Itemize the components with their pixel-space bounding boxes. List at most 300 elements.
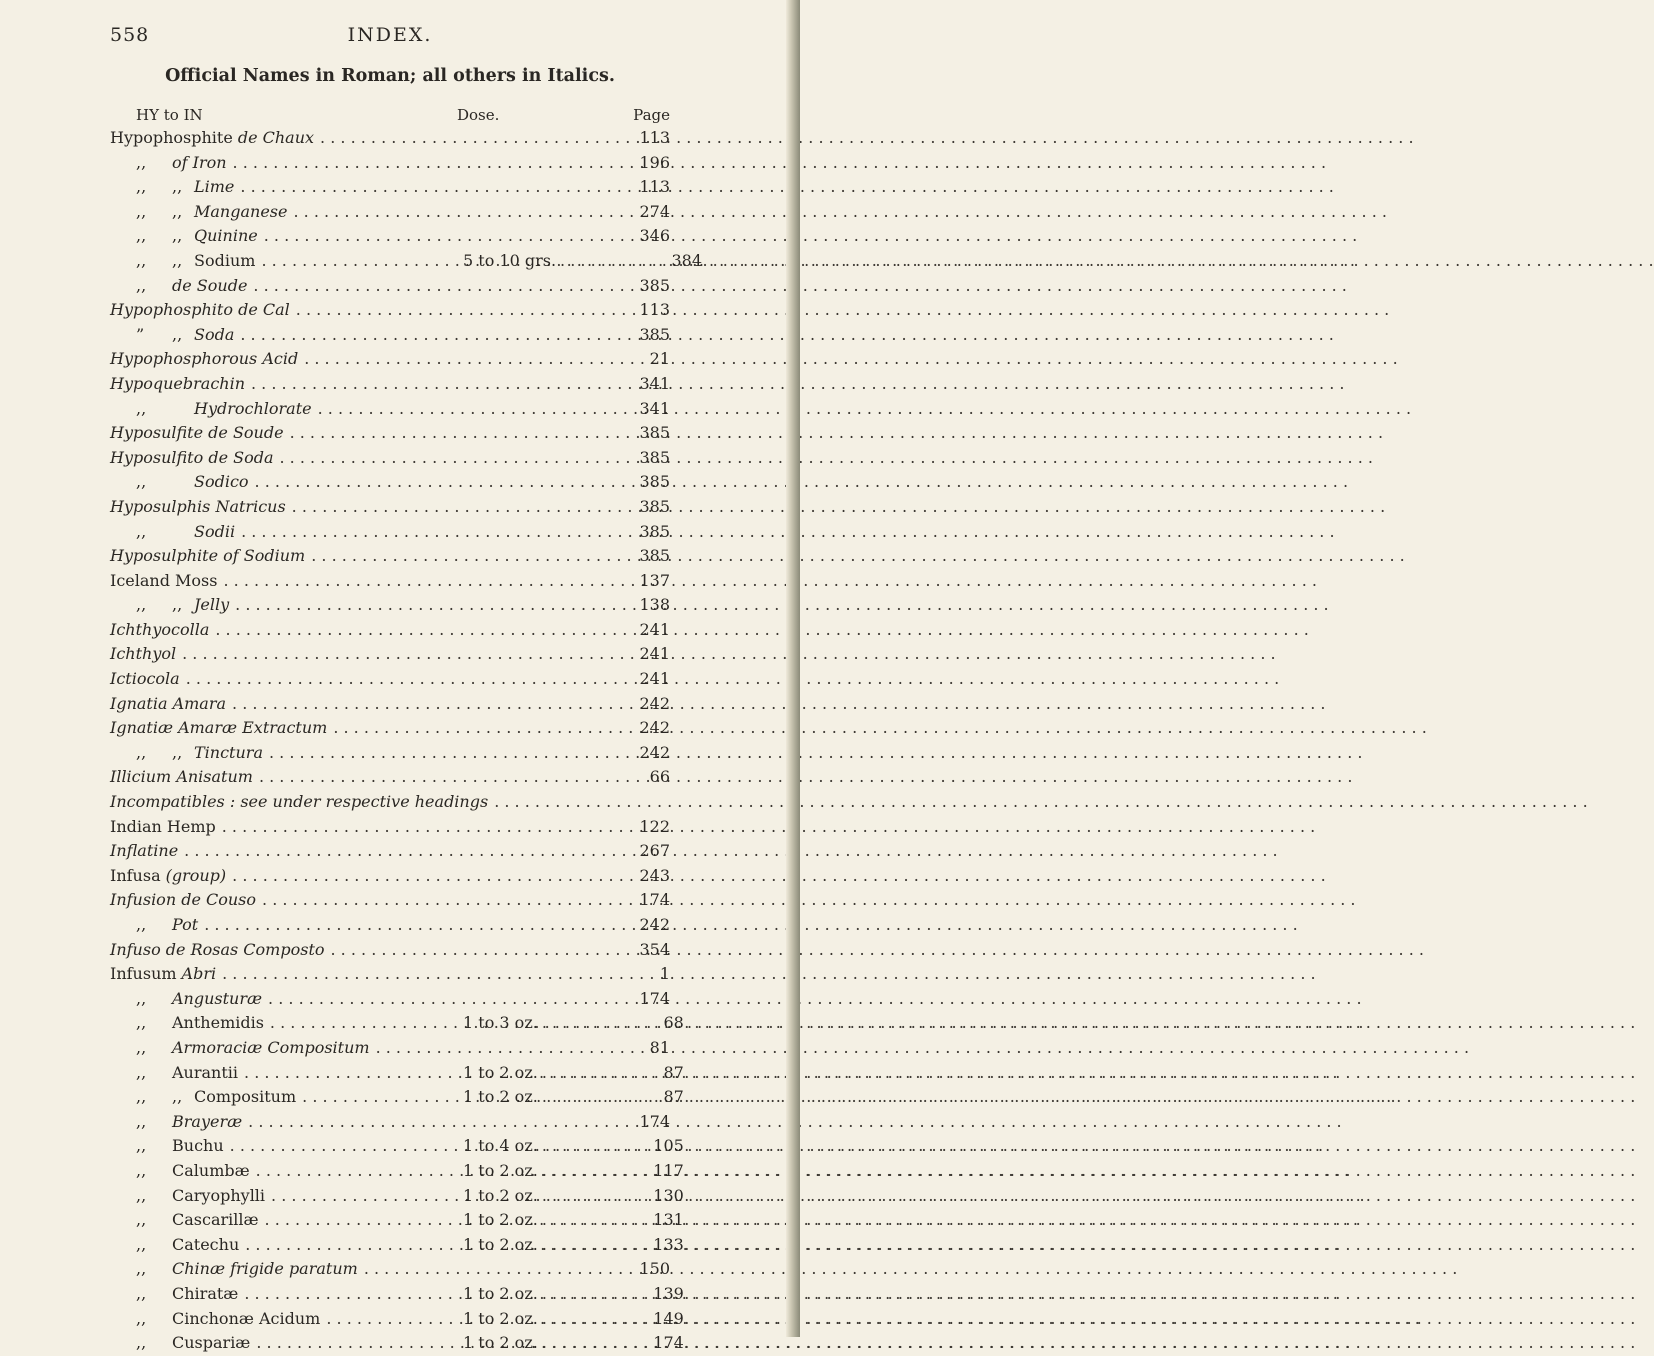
index-entry: [110, 1184, 684, 1209]
entry-name: Ichthyol: [110, 644, 177, 664]
entry-page: 66: [649, 767, 670, 787]
index-list: [110, 126, 703, 1356]
ditto-mark: ,,: [136, 226, 147, 246]
entry-prefix: [110, 397, 194, 422]
ditto-mark: ,,: [136, 1259, 147, 1279]
ditto-mark: ,,: [136, 472, 147, 492]
entry-page: 149: [653, 1308, 684, 1328]
index-entry: [110, 618, 670, 643]
entry-prefix: [110, 1282, 172, 1307]
entry-prefix: [110, 224, 194, 249]
entry-prefix: [110, 1061, 172, 1086]
dot-leader: [370, 1036, 638, 1061]
entry-prefix: [110, 1257, 172, 1282]
entry-name: Ignatia Amara: [110, 693, 227, 713]
ditto-mark: ,,: [136, 1111, 147, 1131]
dot-leader: [256, 888, 638, 913]
ditto-mark: ,,: [136, 1062, 147, 1082]
entry-name: Infusa: [110, 865, 161, 885]
entry-page: 385: [639, 521, 670, 541]
ditto-mark: ,,: [136, 1037, 147, 1057]
dot-leader: [250, 1331, 459, 1356]
entry-page: 241: [639, 619, 670, 639]
entry-page: 122: [639, 816, 670, 836]
dot-leader: [314, 126, 638, 151]
dot-leader: [234, 175, 638, 200]
entry-page: 346: [639, 226, 670, 246]
entry-dose: 1 to 2 oz.: [463, 1234, 538, 1254]
entry-name: Sodii: [194, 521, 236, 541]
entry-page: 241: [639, 669, 670, 689]
entry-page: 137: [639, 570, 670, 590]
entry-name: Buchu: [172, 1136, 224, 1156]
entry-name: Chinæ frigide paratum: [172, 1259, 358, 1279]
dot-leader: [286, 495, 638, 520]
entry-name: de Soude: [172, 275, 248, 295]
index-entry: [110, 249, 703, 274]
ditto-mark: ,,: [136, 398, 147, 418]
entry-page: 385: [639, 275, 670, 295]
entry-dose: 1 to 2 oz.: [463, 1333, 538, 1353]
entry-name: Incompatibles : see under respective headings: [110, 792, 489, 812]
page-header: [110, 24, 670, 54]
entry-page: 174: [639, 988, 670, 1008]
dot-leader: [178, 839, 638, 864]
entry-name: Infusion de Couso: [110, 890, 257, 910]
entry-name: Hyposulfito de Soda: [110, 447, 274, 467]
dot-leader: [238, 1282, 459, 1307]
index-entry: [110, 569, 670, 594]
index-entry: [110, 864, 670, 889]
running-head: INDEX.: [347, 24, 433, 46]
index-entry: [110, 1331, 684, 1356]
index-entry: [110, 421, 670, 446]
index-entry: [110, 1307, 684, 1332]
index-entry: [110, 470, 670, 495]
entry-name: of Iron: [172, 152, 227, 172]
dot-leader: [358, 1257, 638, 1282]
index-entry: [110, 200, 670, 225]
ditto-mark-secondary: ,,: [172, 201, 183, 221]
entry-page: 133: [653, 1234, 684, 1254]
entry-name: Ictiocola: [110, 669, 180, 689]
entry-name: Jelly: [194, 595, 230, 615]
entry-name: Indian Hemp: [110, 816, 216, 836]
entry-name-suffix: Abri: [181, 964, 217, 984]
entry-page: 1: [659, 964, 670, 984]
ditto-mark: ,,: [136, 1283, 147, 1303]
dot-leader: [198, 913, 638, 938]
dot-leader: [245, 372, 638, 397]
entry-page: 117: [653, 1160, 684, 1180]
index-entry: [110, 692, 670, 717]
entry-page: 385: [639, 423, 670, 443]
entry-prefix: [110, 1331, 172, 1356]
entry-page: 267: [639, 841, 670, 861]
entry-name: Cuspariæ: [172, 1333, 251, 1353]
dot-leader: [217, 569, 638, 594]
dot-leader: [229, 593, 638, 618]
entry-name: Soda: [194, 324, 235, 344]
dot-leader: [287, 200, 638, 225]
entry-name: Compositum: [194, 1087, 297, 1107]
index-entry: [110, 839, 670, 864]
entry-dose: 1 to 2 oz.: [463, 1210, 538, 1230]
ditto-mark: ,,: [136, 152, 147, 172]
entry-dose: 1 to 2 oz.: [463, 1308, 538, 1328]
dot-leader: [327, 716, 638, 741]
index-entry: [110, 397, 670, 422]
entry-prefix: [110, 1110, 172, 1135]
entry-page: 21: [649, 349, 670, 369]
dot-leader: [542, 1011, 652, 1036]
entry-page: 341: [639, 373, 670, 393]
ditto-mark-secondary: ,,: [172, 177, 183, 197]
entry-prefix: [110, 1184, 172, 1209]
entry-dose: 1 to 3 oz.: [463, 1013, 538, 1033]
ditto-mark: ,,: [136, 1160, 147, 1180]
ditto-mark-secondary: ,,: [172, 1087, 183, 1107]
entry-page: 242: [639, 742, 670, 762]
entry-name: Hypoquebrachin: [110, 373, 245, 393]
dot-leader: [176, 642, 638, 667]
index-entry: [110, 1208, 684, 1233]
index-entry: [110, 741, 670, 766]
ditto-mark: ,,: [136, 275, 147, 295]
index-subtitle: Official Names in Roman; all others in Italics.: [165, 66, 615, 86]
index-entry: [110, 347, 670, 372]
index-entry: [110, 716, 670, 741]
entry-name: Iceland Moss: [110, 570, 218, 590]
dot-leader: [542, 1233, 652, 1258]
index-entry: [110, 1257, 670, 1282]
entry-page: 81: [649, 1037, 670, 1057]
entry-page: 242: [639, 718, 670, 738]
entry-page: 196: [639, 152, 670, 172]
entry-prefix: [110, 200, 194, 225]
dot-leader: [560, 249, 670, 274]
index-entry: [110, 667, 670, 692]
index-entry: [110, 962, 670, 987]
dot-leader: [264, 1011, 459, 1036]
dot-leader: [247, 274, 638, 299]
dot-leader: [542, 1307, 652, 1332]
ditto-mark-secondary: ,,: [172, 226, 183, 246]
entry-name: Hypophosphite: [110, 128, 233, 147]
entry-page: 113: [639, 128, 670, 147]
entry-page: 341: [639, 398, 670, 418]
column-page: Page: [633, 106, 670, 124]
entry-name: Calumbæ: [172, 1160, 250, 1180]
index-entry: [110, 987, 670, 1012]
entry-name: Cinchonæ Acidum: [172, 1308, 321, 1328]
dot-leader: [305, 544, 638, 569]
index-entry: [110, 765, 670, 790]
dot-leader: [542, 1061, 652, 1086]
index-entry: [110, 1110, 670, 1135]
entry-page: 241: [639, 644, 670, 664]
entry-page: 87: [663, 1087, 684, 1107]
dot-leader: [262, 987, 638, 1012]
entry-page: 243: [639, 865, 670, 885]
ditto-mark: ”: [136, 324, 145, 344]
entry-name-suffix: de Chaux: [237, 128, 315, 147]
entry-dose: 1 to 2 oz.: [463, 1185, 538, 1205]
page-number: 558: [110, 24, 150, 46]
entry-prefix: [110, 1307, 172, 1332]
entry-name: Sodium: [194, 250, 256, 270]
dot-leader: [290, 298, 638, 323]
dot-leader: [542, 1282, 652, 1307]
entry-prefix: [110, 1134, 172, 1159]
dot-leader: [226, 864, 638, 889]
column-headers: [110, 106, 670, 126]
entry-name: Sodico: [194, 472, 249, 492]
index-entry: [110, 126, 670, 151]
dot-leader: [542, 1184, 652, 1209]
entry-name: Chiratæ: [172, 1283, 239, 1303]
index-entry: [110, 1134, 684, 1159]
index-entry: [110, 888, 670, 913]
ditto-mark: ,,: [136, 1013, 147, 1033]
ditto-mark: ,,: [136, 177, 147, 197]
column-range: HY to IN: [136, 106, 203, 124]
entry-page: 130: [653, 1185, 684, 1205]
entry-dose: 1 to 2 oz.: [463, 1087, 538, 1107]
entry-page: 68: [663, 1013, 684, 1033]
entry-name: Hyposulfite de Soude: [110, 423, 284, 443]
entry-prefix: [110, 151, 172, 176]
ditto-mark-secondary: ,,: [172, 250, 183, 270]
entry-page: 385: [639, 496, 670, 516]
entry-prefix: [110, 593, 194, 618]
dot-leader: [224, 1134, 459, 1159]
dot-leader: [296, 1085, 459, 1110]
dot-leader: [542, 1331, 652, 1356]
dot-leader: [320, 1307, 459, 1332]
entry-dose: 1 to 2 oz.: [463, 1160, 538, 1180]
entry-name: Aurantii: [172, 1062, 239, 1082]
entry-prefix: [110, 741, 194, 766]
dot-leader: [255, 249, 459, 274]
dot-leader: [239, 1233, 459, 1258]
entry-page: 242: [639, 693, 670, 713]
entry-page: 242: [639, 915, 670, 934]
entry-page: 174: [639, 890, 670, 910]
entry-name-suffix: (group): [165, 865, 227, 885]
dot-leader: [216, 815, 638, 840]
dot-leader: [265, 1184, 459, 1209]
dot-leader: [180, 667, 638, 692]
entry-prefix: [110, 470, 194, 495]
ditto-mark: ,,: [136, 250, 147, 270]
entry-name: Brayeræ: [172, 1111, 243, 1131]
index-entry: [110, 642, 670, 667]
entry-page: 113: [639, 177, 670, 197]
entry-page: 354: [639, 939, 670, 959]
entry-page: 131: [653, 1210, 684, 1230]
ditto-mark: ,,: [136, 915, 147, 934]
dot-leader: [298, 347, 638, 372]
dot-leader: [542, 1208, 652, 1233]
dot-leader: [250, 1159, 459, 1184]
ditto-mark: ,,: [136, 1087, 147, 1107]
index-entry: [110, 1159, 684, 1184]
entry-page: 138: [639, 595, 670, 615]
ditto-mark: ,,: [136, 201, 147, 221]
entry-dose: 1 to 4 oz.: [463, 1136, 538, 1156]
entry-dose: 1 to 2 oz.: [463, 1283, 538, 1303]
entry-dose: 5 to 10 grs.: [463, 250, 557, 270]
entry-name: Hypophosphito de Cal: [110, 300, 290, 320]
entry-name: Quinine: [194, 226, 258, 246]
entry-page: 384: [671, 250, 703, 270]
entry-name: Catechu: [172, 1234, 240, 1254]
index-entry: [110, 938, 670, 963]
entry-page: 150: [639, 1259, 670, 1279]
index-entry: [110, 790, 670, 815]
index-entry: [110, 151, 670, 176]
entry-prefix: [110, 1159, 172, 1184]
entry-page: 274: [639, 201, 670, 221]
entry-page: 113: [639, 300, 670, 320]
dot-leader: [238, 1061, 459, 1086]
entry-name: Lime: [194, 177, 235, 197]
entry-prefix: [110, 1208, 172, 1233]
index-entry: [110, 1233, 684, 1258]
dot-leader: [284, 421, 638, 446]
entry-name: Illicium Anisatum: [110, 767, 253, 787]
ditto-mark: ,,: [136, 742, 147, 762]
entry-prefix: [110, 1233, 172, 1258]
dot-leader: [325, 938, 639, 963]
book-spine-edge: [786, 0, 800, 1337]
dot-leader: [249, 470, 638, 495]
entry-prefix: [110, 913, 172, 938]
dot-leader: [235, 520, 638, 545]
ditto-mark: ,,: [136, 1136, 147, 1156]
entry-name: Angusturæ: [172, 988, 263, 1008]
entry-prefix: [110, 987, 172, 1012]
dot-leader: [242, 1110, 638, 1135]
index-entry: [110, 298, 670, 323]
dot-leader: [209, 618, 638, 643]
index-entry: [110, 372, 670, 397]
entry-name: Hypophosphorous Acid: [110, 349, 299, 369]
dot-leader: [488, 790, 638, 815]
index-entry: [110, 1282, 684, 1307]
index-entry: [110, 815, 670, 840]
entry-name: Pot: [172, 915, 199, 934]
entry-prefix: [110, 249, 194, 274]
entry-prefix: [110, 1011, 172, 1036]
dot-leader: [542, 1159, 652, 1184]
entry-page: 174: [639, 1111, 670, 1131]
ditto-mark: ,,: [136, 988, 147, 1008]
entry-name: Manganese: [194, 201, 288, 221]
entry-prefix: [110, 274, 172, 299]
entry-name: Anthemidis: [172, 1013, 264, 1033]
entry-name: Tinctura: [194, 742, 263, 762]
entry-prefix: [110, 323, 194, 348]
index-entry: [110, 913, 670, 938]
dot-leader: [259, 1208, 459, 1233]
ditto-mark: ,,: [136, 1234, 147, 1254]
dot-leader: [258, 224, 638, 249]
entry-page: 87: [663, 1062, 684, 1082]
entry-name: Armoraciæ Compositum: [172, 1037, 370, 1057]
ditto-mark-secondary: ,,: [172, 742, 183, 762]
ditto-mark: ,,: [136, 1308, 147, 1328]
index-entry: [110, 323, 670, 348]
entry-name: Cascarillæ: [172, 1210, 259, 1230]
entry-prefix: [110, 175, 194, 200]
dot-leader: [274, 446, 639, 471]
column-dose: Dose.: [457, 106, 500, 124]
index-entry: [110, 495, 670, 520]
index-entry: [110, 446, 670, 471]
ditto-mark: ,,: [136, 521, 147, 541]
dot-leader: [216, 962, 638, 987]
entry-name: Hyposulphis Natricus: [110, 496, 286, 516]
index-entry: [110, 175, 670, 200]
entry-prefix: [110, 1085, 194, 1110]
index-entry: [110, 224, 670, 249]
index-entry: [110, 520, 670, 545]
index-entry: [110, 1011, 684, 1036]
entry-name: Infusum: [110, 964, 177, 984]
dot-leader: [227, 151, 638, 176]
entry-name: Caryophylli: [172, 1185, 266, 1205]
index-entry: [110, 274, 670, 299]
entry-prefix: [110, 520, 194, 545]
entry-name: Infuso de Rosas Composto: [110, 939, 325, 959]
entry-name: Ichthyocolla: [110, 619, 210, 639]
entry-page: 139: [653, 1283, 684, 1303]
dot-leader: [234, 323, 638, 348]
entry-dose: 1 to 2 oz.: [463, 1062, 538, 1082]
dot-leader: [253, 765, 638, 790]
ditto-mark-secondary: ,,: [172, 595, 183, 615]
index-entry: [110, 1036, 670, 1061]
entry-name: Hydrochlorate: [194, 398, 312, 418]
ditto-mark: ,,: [136, 1210, 147, 1230]
entry-page: 105: [653, 1136, 684, 1156]
ditto-mark-secondary: ,,: [172, 324, 183, 344]
dot-leader: [542, 1134, 652, 1159]
index-entry: [110, 544, 670, 569]
dot-leader: [312, 397, 638, 422]
entry-name: Inflatine: [110, 841, 179, 861]
entry-page: 385: [639, 324, 670, 344]
ditto-mark: ,,: [136, 595, 147, 615]
ditto-mark: ,,: [136, 1185, 147, 1205]
entry-prefix: [110, 1036, 172, 1061]
dot-leader: [263, 741, 638, 766]
index-entry: [110, 1085, 684, 1110]
dot-leader: [226, 692, 638, 717]
index-entry: [110, 1061, 684, 1086]
entry-page: 174: [653, 1333, 684, 1353]
entry-name: Ignatiæ Amaræ Extractum: [110, 718, 328, 738]
index-entry: [110, 593, 670, 618]
entry-page: 385: [639, 546, 670, 566]
entry-name: Hyposulphite of Sodium: [110, 546, 306, 566]
entry-page: 385: [639, 447, 670, 467]
entry-page: 385: [639, 472, 670, 492]
ditto-mark: ,,: [136, 1333, 147, 1353]
dot-leader: [542, 1085, 652, 1110]
